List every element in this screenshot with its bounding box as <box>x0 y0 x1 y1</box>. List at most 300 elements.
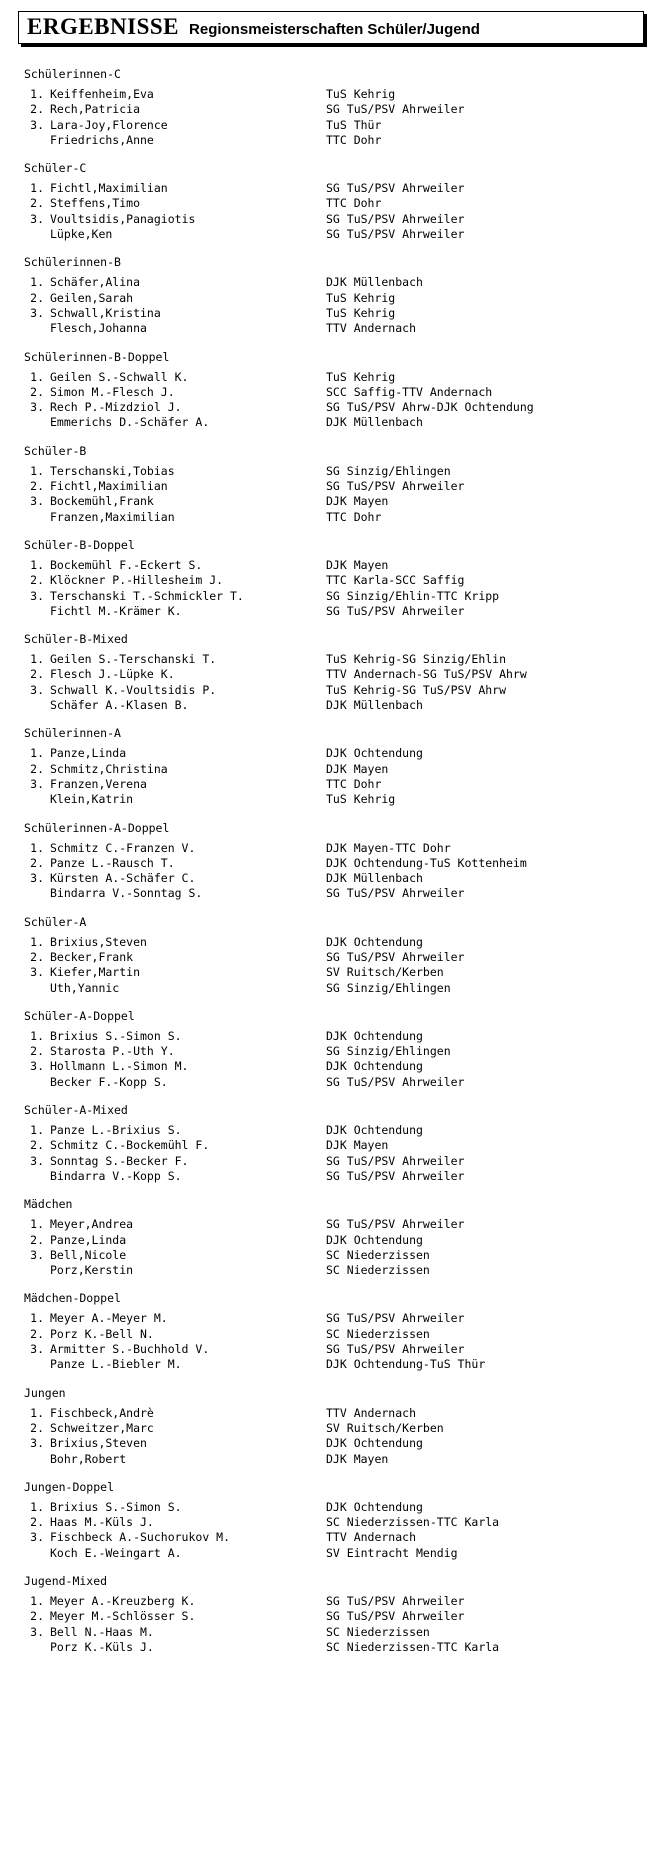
list-item <box>10 415 650 430</box>
list-item <box>10 762 650 777</box>
list-item <box>10 1421 650 1436</box>
club-name: SG TuS/PSV Ahrweiler <box>326 211 465 226</box>
list-item <box>10 1263 650 1278</box>
placement-rank: 2. <box>30 1138 44 1153</box>
player-name: Flesch,Johanna <box>50 321 147 336</box>
list-item <box>10 1406 650 1421</box>
player-name: Lüpke,Ken <box>50 227 113 242</box>
club-name: SV Ruitsch/Kerben <box>326 1420 444 1435</box>
club-name: TuS Kehrig <box>326 792 396 807</box>
placement-rank <box>10 510 50 525</box>
player-name: Voultsidis,Panagiotis <box>50 211 196 226</box>
page-header-banner <box>18 11 644 44</box>
list-item <box>10 1436 650 1451</box>
list-item <box>10 1546 650 1561</box>
placement-rank <box>10 227 50 242</box>
list-item <box>10 275 650 290</box>
club-name: SV Eintracht Mendig <box>326 1545 458 1560</box>
list-item <box>10 1327 650 1342</box>
player-name: Bindarra V.-Sonntag S. <box>50 886 203 901</box>
section-title: Schülerinnen-A <box>24 726 121 741</box>
placement-rank: 2. <box>30 479 44 494</box>
list-item <box>10 667 650 682</box>
player-name: Franzen,Maximilian <box>50 509 175 524</box>
club-name: SV Ruitsch/Kerben <box>326 965 444 980</box>
player-name: Panze L.-Biebler M. <box>50 1357 182 1372</box>
club-name: SG TuS/PSV Ahrweiler <box>326 1153 465 1168</box>
club-name: TTC Dohr <box>326 196 382 211</box>
list-item <box>10 1233 650 1248</box>
placement-list <box>10 935 650 996</box>
results-sections <box>10 58 650 1655</box>
club-name: SG TuS/PSV Ahrweiler <box>326 1609 465 1624</box>
club-name: SG TuS/PSV Ahrweiler <box>326 1311 465 1326</box>
club-name: TuS Thür <box>326 117 382 132</box>
list-item <box>10 1169 650 1184</box>
list-item <box>10 291 650 306</box>
placement-rank: 2. <box>30 573 44 588</box>
section-title: Schülerinnen-B <box>24 255 121 270</box>
list-item <box>10 118 650 133</box>
list-item <box>10 464 650 479</box>
list-item <box>10 1342 650 1357</box>
player-name: Terschanski T.-Schmickler T. <box>50 588 244 603</box>
club-name: SC Niederzissen <box>326 1247 430 1262</box>
placement-rank: 1. <box>30 1594 44 1608</box>
placement-rank: 3. <box>30 305 44 320</box>
placement-rank: 3. <box>30 1342 44 1357</box>
placement-rank <box>10 133 50 148</box>
player-name: Meyer A.-Meyer M. <box>50 1311 168 1326</box>
placement-rank <box>10 792 50 807</box>
club-name: SCC Saffig-TTV Andernach <box>326 384 493 399</box>
club-name: DJK Ochtendung <box>326 1232 423 1247</box>
placement-list <box>10 181 650 242</box>
list-item <box>10 965 650 980</box>
result-section <box>10 152 650 242</box>
placement-rank <box>10 604 50 619</box>
club-name: SG Sinzig/Ehlingen <box>326 1044 451 1059</box>
list-item <box>10 1452 650 1467</box>
player-name: Meyer M.-Schlösser S. <box>50 1609 196 1624</box>
section-title: Jugend-Mixed <box>24 1574 108 1588</box>
player-name: Becker F.-Kopp S. <box>50 1074 168 1089</box>
placement-list <box>10 1594 650 1655</box>
placement-rank: 1. <box>30 87 44 101</box>
placement-rank: 3. <box>30 1530 44 1545</box>
club-name: DJK Müllenbach <box>326 698 423 713</box>
placement-rank: 1. <box>30 1311 44 1326</box>
player-name: Bell,Nicole <box>50 1247 127 1262</box>
list-item <box>10 683 650 698</box>
list-item <box>10 400 650 415</box>
list-item <box>10 1217 650 1232</box>
page-title: ERGEBNISSE <box>27 14 180 39</box>
player-name: Koch E.-Weingart A. <box>50 1545 182 1560</box>
list-item <box>10 950 650 965</box>
placement-rank: 3. <box>30 1247 44 1262</box>
club-name: SG TuS/PSV Ahrweiler <box>326 479 465 494</box>
player-name: Steffens,Timo <box>50 196 141 211</box>
placement-rank <box>10 981 50 996</box>
list-item <box>10 1123 650 1138</box>
placement-rank <box>10 1169 50 1184</box>
placement-rank <box>10 1075 50 1090</box>
player-name: Sonntag S.-Becker F. <box>50 1153 189 1168</box>
player-name: Brixius,Steven <box>50 934 147 949</box>
club-name: TuS Kehrig <box>326 305 396 320</box>
page-subtitle: Regionsmeisterschaften Schüler/Jugend <box>189 21 480 38</box>
player-name: Porz K.-Bell N. <box>50 1326 154 1341</box>
player-name: Schmitz,Christina <box>50 761 168 776</box>
list-item <box>10 573 650 588</box>
result-section <box>10 812 650 902</box>
placement-rank <box>10 1263 50 1278</box>
list-item <box>10 87 650 102</box>
list-item <box>10 886 650 901</box>
placement-rank <box>10 1640 50 1655</box>
club-name: DJK Mayen-TTC Dohr <box>326 840 451 855</box>
result-section <box>10 1188 650 1278</box>
result-section <box>10 435 650 525</box>
list-item <box>10 1515 650 1530</box>
player-name: Haas M.-Küls J. <box>50 1515 154 1530</box>
player-name: Simon M.-Flesch J. <box>50 384 175 399</box>
list-item <box>10 1594 650 1609</box>
list-item <box>10 792 650 807</box>
placement-rank <box>10 1546 50 1561</box>
club-name: SG TuS/PSV Ahrweiler <box>326 1217 465 1232</box>
club-name: DJK Ochtendung <box>326 1059 423 1074</box>
player-name: Lara-Joy,Florence <box>50 117 168 132</box>
result-section <box>10 623 650 713</box>
player-name: Panze,Linda <box>50 746 127 761</box>
club-name: TuS Kehrig <box>326 369 396 384</box>
placement-rank: 1. <box>30 369 44 384</box>
placement-rank: 3. <box>30 400 44 415</box>
section-title: Schülerinnen-A-Doppel <box>24 820 170 835</box>
result-section <box>10 246 650 336</box>
list-item <box>10 1311 650 1326</box>
placement-rank <box>10 886 50 901</box>
player-name: Franzen,Verena <box>50 776 147 791</box>
player-name: Bockemühl,Frank <box>50 494 154 509</box>
section-title: Mädchen <box>24 1197 73 1212</box>
placement-list <box>10 1311 650 1372</box>
club-name: TTV Andernach <box>326 321 417 336</box>
player-name: Klöckner P.-Hillesheim J. <box>50 573 224 588</box>
placement-rank: 3. <box>30 871 44 886</box>
result-section <box>10 58 650 148</box>
player-name: Schmitz C.-Bockemühl F. <box>50 1138 210 1153</box>
player-name: Keiffenheim,Eva <box>50 87 154 101</box>
list-item <box>10 981 650 996</box>
player-name: Schweitzer,Marc <box>50 1420 154 1435</box>
placement-rank: 1. <box>30 652 44 667</box>
placement-rank <box>10 1357 50 1372</box>
club-name: SG TuS/PSV Ahrweiler <box>326 1594 465 1608</box>
list-item <box>10 1640 650 1655</box>
list-item <box>10 196 650 211</box>
club-name: SG Sinzig/Ehlingen <box>326 463 451 478</box>
section-title: Schüler-B <box>24 443 87 458</box>
player-name: Meyer,Andrea <box>50 1217 134 1232</box>
player-name: Geilen S.-Terschanski T. <box>50 652 217 667</box>
list-item <box>10 558 650 573</box>
club-name: TTC Dohr <box>326 132 382 147</box>
player-name: Terschanski,Tobias <box>50 463 175 478</box>
player-name: Kiefer,Martin <box>50 965 141 980</box>
placement-rank <box>10 321 50 336</box>
placement-rank <box>10 698 50 713</box>
list-item <box>10 841 650 856</box>
player-name: Brixius S.-Simon S. <box>50 1499 182 1514</box>
placement-rank <box>10 1452 50 1467</box>
placement-list <box>10 558 650 619</box>
list-item <box>10 510 650 525</box>
result-section <box>10 1094 650 1184</box>
section-title: Schüler-A-Doppel <box>24 1008 135 1023</box>
list-item <box>10 102 650 117</box>
placement-rank: 1. <box>30 1028 44 1043</box>
placement-rank: 3. <box>30 1059 44 1074</box>
placement-rank: 2. <box>30 384 44 399</box>
club-name: TuS Kehrig <box>326 87 396 101</box>
placement-rank: 3. <box>30 682 44 697</box>
club-name: DJK Ochtendung-TuS Thür <box>326 1357 486 1372</box>
section-title: Schüler-B-Mixed <box>24 632 128 647</box>
player-name: Schwall,Kristina <box>50 305 161 320</box>
placement-rank: 2. <box>30 1232 44 1247</box>
club-name: DJK Ochtendung-TuS Kottenheim <box>326 855 527 870</box>
placement-list <box>10 652 650 713</box>
club-name: DJK Ochtendung <box>326 1028 423 1043</box>
club-name: TuS Kehrig <box>326 290 396 305</box>
list-item <box>10 1500 650 1515</box>
placement-rank: 1. <box>30 1499 44 1514</box>
placement-rank: 3. <box>30 776 44 791</box>
list-item <box>10 494 650 509</box>
result-section <box>10 1377 650 1467</box>
list-item <box>10 370 650 385</box>
placement-rank: 3. <box>30 588 44 603</box>
placement-list <box>10 1029 650 1090</box>
player-name: Fischbeck,Andrè <box>50 1405 154 1420</box>
section-title: Schüler-A <box>24 914 87 929</box>
player-name: Starosta P.-Uth Y. <box>50 1044 175 1059</box>
placement-rank: 2. <box>30 290 44 305</box>
placement-rank: 3. <box>30 117 44 132</box>
club-name: DJK Ochtendung <box>326 1499 423 1514</box>
club-name: TuS Kehrig-SG TuS/PSV Ahrw <box>326 682 507 697</box>
result-section <box>10 529 650 619</box>
result-section <box>10 1471 650 1561</box>
player-name: Schmitz C.-Franzen V. <box>50 840 196 855</box>
placement-rank: 2. <box>30 102 44 117</box>
placement-rank: 2. <box>30 1515 44 1530</box>
player-name: Porz,Kerstin <box>50 1263 134 1278</box>
placement-rank: 1. <box>30 1123 44 1138</box>
placement-rank: 1. <box>30 840 44 855</box>
list-item <box>10 479 650 494</box>
placement-rank: 3. <box>30 965 44 980</box>
placement-rank: 1. <box>30 746 44 761</box>
list-item <box>10 746 650 761</box>
placement-rank: 3. <box>30 1153 44 1168</box>
club-name: TTV Andernach <box>326 1530 417 1545</box>
club-name: TuS Kehrig-SG Sinzig/Ehlin <box>326 652 507 667</box>
player-name: Porz K.-Küls J. <box>50 1639 154 1654</box>
club-name: DJK Ochtendung <box>326 1123 423 1138</box>
list-item <box>10 1044 650 1059</box>
club-name: DJK Ochtendung <box>326 1436 423 1451</box>
placement-rank: 2. <box>30 855 44 870</box>
result-section <box>10 1282 650 1372</box>
section-title: Schülerinnen-C <box>24 67 121 81</box>
list-item <box>10 777 650 792</box>
list-item <box>10 871 650 886</box>
list-item <box>10 181 650 196</box>
placement-list <box>10 1500 650 1561</box>
list-item <box>10 306 650 321</box>
list-item <box>10 1248 650 1263</box>
placement-rank: 2. <box>30 1420 44 1435</box>
list-item <box>10 589 650 604</box>
list-item <box>10 935 650 950</box>
result-section <box>10 1565 650 1655</box>
player-name: Bell N.-Haas M. <box>50 1624 154 1639</box>
list-item <box>10 385 650 400</box>
player-name: Panze,Linda <box>50 1232 127 1247</box>
placement-list <box>10 87 650 148</box>
list-item <box>10 1059 650 1074</box>
placement-rank: 1. <box>30 934 44 949</box>
club-name: DJK Ochtendung <box>326 746 423 761</box>
list-item <box>10 227 650 242</box>
club-name: DJK Mayen <box>326 761 389 776</box>
club-name: DJK Mayen <box>326 1138 389 1153</box>
player-name: Klein,Katrin <box>50 792 134 807</box>
club-name: SC Niederzissen <box>326 1624 430 1639</box>
section-title: Schüler-A-Mixed <box>24 1103 128 1118</box>
club-name: SC Niederzissen-TTC Karla <box>326 1639 500 1654</box>
player-name: Schwall K.-Voultsidis P. <box>50 682 217 697</box>
placement-rank: 2. <box>30 949 44 964</box>
placement-rank: 2. <box>30 1609 44 1624</box>
placement-list <box>10 370 650 431</box>
placement-rank: 2. <box>30 761 44 776</box>
player-name: Schäfer,Alina <box>50 275 141 290</box>
club-name: SG TuS/PSV Ahrweiler <box>326 1168 465 1183</box>
placement-rank: 1. <box>30 1217 44 1232</box>
result-section <box>10 906 650 996</box>
section-title: Jungen-Doppel <box>24 1479 115 1494</box>
club-name: SC Niederzissen <box>326 1326 430 1341</box>
club-name: DJK Müllenbach <box>326 275 423 290</box>
club-name: TTC Dohr <box>326 509 382 524</box>
player-name: Fichtl,Maximilian <box>50 181 168 196</box>
list-item <box>10 698 650 713</box>
club-name: SG TuS/PSV Ahrweiler <box>326 181 465 196</box>
player-name: Kürsten A.-Schäfer C. <box>50 871 196 886</box>
player-name: Armitter S.-Buchhold V. <box>50 1342 210 1357</box>
club-name: SG TuS/PSV Ahrweiler <box>326 603 465 618</box>
player-name: Panze L.-Rausch T. <box>50 855 175 870</box>
placement-list <box>10 841 650 902</box>
player-name: Panze L.-Brixius S. <box>50 1123 182 1138</box>
player-name: Uth,Yannic <box>50 980 120 995</box>
placement-rank: 1. <box>30 181 44 196</box>
club-name: SG TuS/PSV Ahrweiler <box>326 949 465 964</box>
club-name: TTV Andernach-SG TuS/PSV Ahrw <box>326 667 527 682</box>
placement-list <box>10 464 650 525</box>
club-name: TTC Dohr <box>326 776 382 791</box>
placement-list <box>10 1406 650 1467</box>
placement-rank: 1. <box>30 463 44 478</box>
player-name: Bockemühl F.-Eckert S. <box>50 557 203 572</box>
club-name: SC Niederzissen <box>326 1263 430 1278</box>
club-name: DJK Mayen <box>326 1451 389 1466</box>
club-name: SG Sinzig/Ehlin-TTC Kripp <box>326 588 500 603</box>
list-item <box>10 1029 650 1044</box>
placement-rank: 1. <box>30 1405 44 1420</box>
list-item <box>10 652 650 667</box>
placement-rank: 1. <box>30 275 44 290</box>
placement-rank: 3. <box>30 494 44 509</box>
result-section <box>10 341 650 431</box>
club-name: SC Niederzissen-TTC Karla <box>326 1515 500 1530</box>
player-name: Hollmann L.-Simon M. <box>50 1059 189 1074</box>
player-name: Bohr,Robert <box>50 1451 127 1466</box>
result-section <box>10 1000 650 1090</box>
placement-rank: 3. <box>30 1436 44 1451</box>
placement-rank <box>10 415 50 430</box>
list-item <box>10 1530 650 1545</box>
list-item <box>10 1357 650 1372</box>
player-name: Becker,Frank <box>50 949 134 964</box>
placement-list <box>10 275 650 336</box>
club-name: SG TuS/PSV Ahrweiler <box>326 1342 465 1357</box>
player-name: Flesch J.-Lüpke K. <box>50 667 175 682</box>
club-name: SG Sinzig/Ehlingen <box>326 980 451 995</box>
list-item <box>10 604 650 619</box>
player-name: Meyer A.-Kreuzberg K. <box>50 1594 196 1608</box>
placement-rank: 2. <box>30 1326 44 1341</box>
list-item <box>10 1625 650 1640</box>
section-title: Mädchen-Doppel <box>24 1291 121 1306</box>
placement-rank: 2. <box>30 667 44 682</box>
club-name: DJK Mayen <box>326 494 389 509</box>
player-name: Brixius S.-Simon S. <box>50 1028 182 1043</box>
list-item <box>10 1075 650 1090</box>
player-name: Fichtl M.-Krämer K. <box>50 603 182 618</box>
list-item <box>10 856 650 871</box>
placement-list <box>10 1123 650 1184</box>
club-name: TTV Andernach <box>326 1405 417 1420</box>
placement-rank: 3. <box>30 1624 44 1639</box>
player-name: Fischbeck A.-Suchorukov M. <box>50 1530 231 1545</box>
list-item <box>10 1138 650 1153</box>
result-section <box>10 717 650 807</box>
player-name: Rech P.-Mizdziol J. <box>50 400 182 415</box>
player-name: Schäfer A.-Klasen B. <box>50 698 189 713</box>
placement-list <box>10 1217 650 1278</box>
club-name: SG TuS/PSV Ahrweiler <box>326 102 465 117</box>
club-name: SG TuS/PSV Ahrw-DJK Ochtendung <box>326 400 534 415</box>
placement-rank: 2. <box>30 196 44 211</box>
section-title: Schüler-B-Doppel <box>24 537 135 552</box>
club-name: DJK Mayen <box>326 557 389 572</box>
